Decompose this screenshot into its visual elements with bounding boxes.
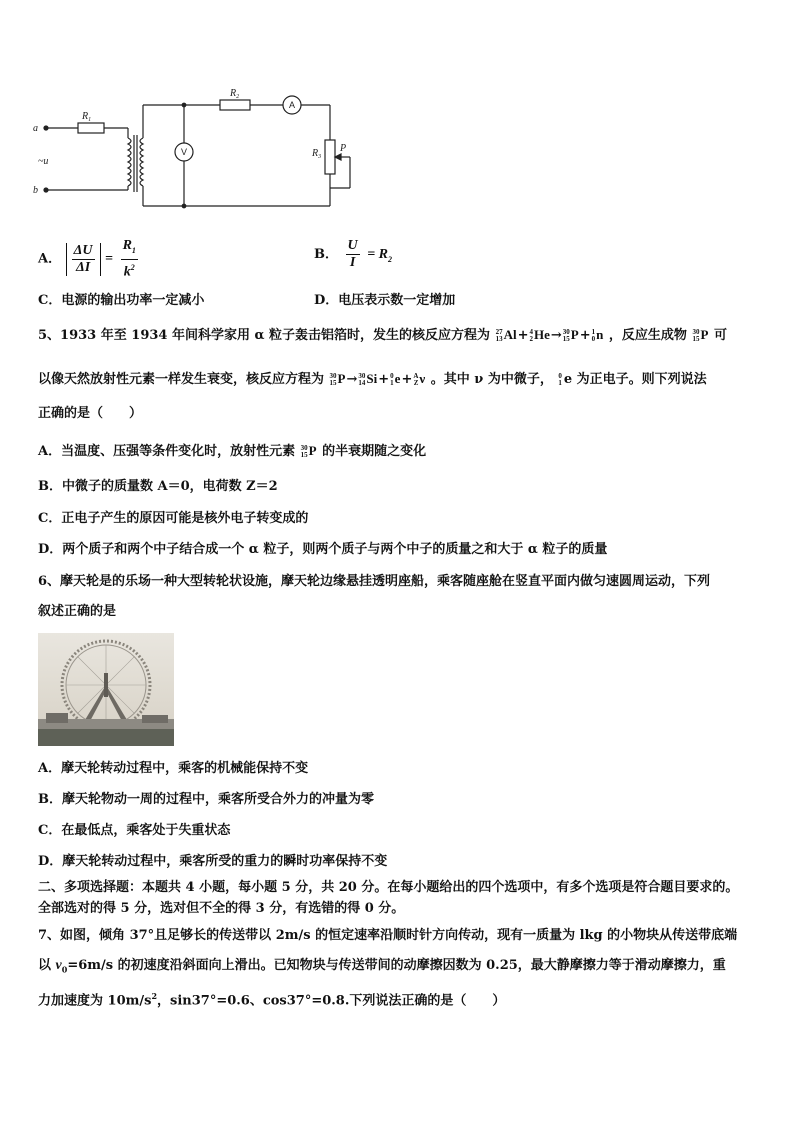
q4-option-d: D．电压表示数一定增加 (314, 293, 456, 308)
q5-option-b: B．中微子的质量数 A＝0，电荷数 Z＝2 (38, 479, 278, 494)
circuit-label-r3: $R_3$ (312, 148, 322, 160)
q5-option-a: A．当温度、压强等条件变化时，放射性元素 30 15 P 的半衰期随之变化 (38, 443, 427, 460)
circuit-label-r1: $R_1$ (82, 111, 92, 123)
q6-stem-line2: 叙述正确的是 (38, 604, 117, 619)
voltmeter-label: V (180, 147, 188, 157)
q5-stem-line3: 正确的是（ ） (38, 406, 143, 421)
section2-heading-line2: 全部选对的得 5 分，选对但不全的得 3 分，有选错的得 0 分。 (38, 901, 405, 916)
circuit-label-b: b (33, 185, 38, 196)
q6-option-b: B．摩天轮物动一周的过程中，乘客所受合外力的冲量为零 (38, 792, 374, 807)
circuit-diagram (30, 80, 370, 215)
circuit-label-r2: $R_2$ (230, 88, 240, 100)
q6-option-d: D．摩天轮转动过程中，乘客所受的重力的瞬时功率保持不变 (38, 854, 388, 869)
q7-stem-line3: 力加速度为 $10m/s^2$，sin37°=0.6、cos37°=0.8.下列说法正确的是（ ） (38, 991, 506, 1009)
q6-option-a: A．摩天轮转动过程中，乘客的机械能保持不变 (38, 761, 309, 776)
q6-stem-line1: 6、摩天轮是的乐场一种大型转轮状设施，摩天轮边缘悬挂透明座船，乘客随座舱在竖直平面内做匀速圆周运动，下列 (38, 574, 711, 589)
section2-heading-line1: 二、多项选择题：本题共 4 小题，每小题 5 分，共 20 分。在每小题给出的四个选项中，有多个选项是符合题目要求的。 (38, 880, 739, 895)
q6-option-c: C．在最低点，乘客处于失重状态 (38, 823, 231, 838)
q4-option-a-rhs: $\frac{R_1}{k^2}$ (122, 238, 136, 280)
q4-option-b: B． $\frac{U}{I}$ = $R_2$ (314, 238, 393, 270)
q5-stem-line2: 以像天然放射性元素一样发生衰变，核反应方程为 30 15 P→ 30 14 Si+ 0 1 e+ A Z ν 。其中 ν 为中微子， 0 1 e 为正电子。则下列说法 (38, 371, 707, 388)
q4-option-a-lhs: $\frac{\Delta U}{\Delta I}$ (73, 242, 93, 275)
q5-stem-line1: 5、1933 年至 1934 年间科学家用 α 粒子轰击铝箔时，发生的核反应方程为 27 13 Al+ 4 2 He→ 30 15 P+ 1 0 n ，反应生成物 30 15 P 可 (38, 327, 727, 344)
q5-option-c: C．正电子产生的原因可能是核外电子转变成的 (38, 511, 309, 526)
circuit-label-p: P (340, 143, 347, 154)
q7-stem-line2: 以 $v_0=6m/s$ 的初速度沿斜面向上滑出。已知物块与传送带间的动摩擦因数为 0.25，最大静摩擦力等于滑动摩擦力，重 (38, 958, 726, 975)
ferris-wheel-photo (38, 633, 174, 746)
q5-option-d: D．两个质子和两个中子结合成一个 α 粒子，则两个质子与两个中子的质量之和大于 α 粒子的质量 (38, 542, 608, 557)
circuit-label-a: a (33, 123, 38, 134)
circuit-label-u: ~u (38, 156, 49, 167)
q7-stem-line1: 7、如图，倾角 37°且足够长的传送带以 2m/s 的恒定速率沿顺时针方向传动，现有一质量为 lkg 的小物块从传送带底端 (38, 928, 738, 943)
q4-option-a: A． $\frac{\Delta U}{\Delta I}$ = $\frac{R_1}{k^2}$ (38, 238, 136, 280)
q4-option-c: C．电源的输出功率一定减小 (38, 293, 205, 308)
ammeter-label: A (288, 100, 296, 110)
